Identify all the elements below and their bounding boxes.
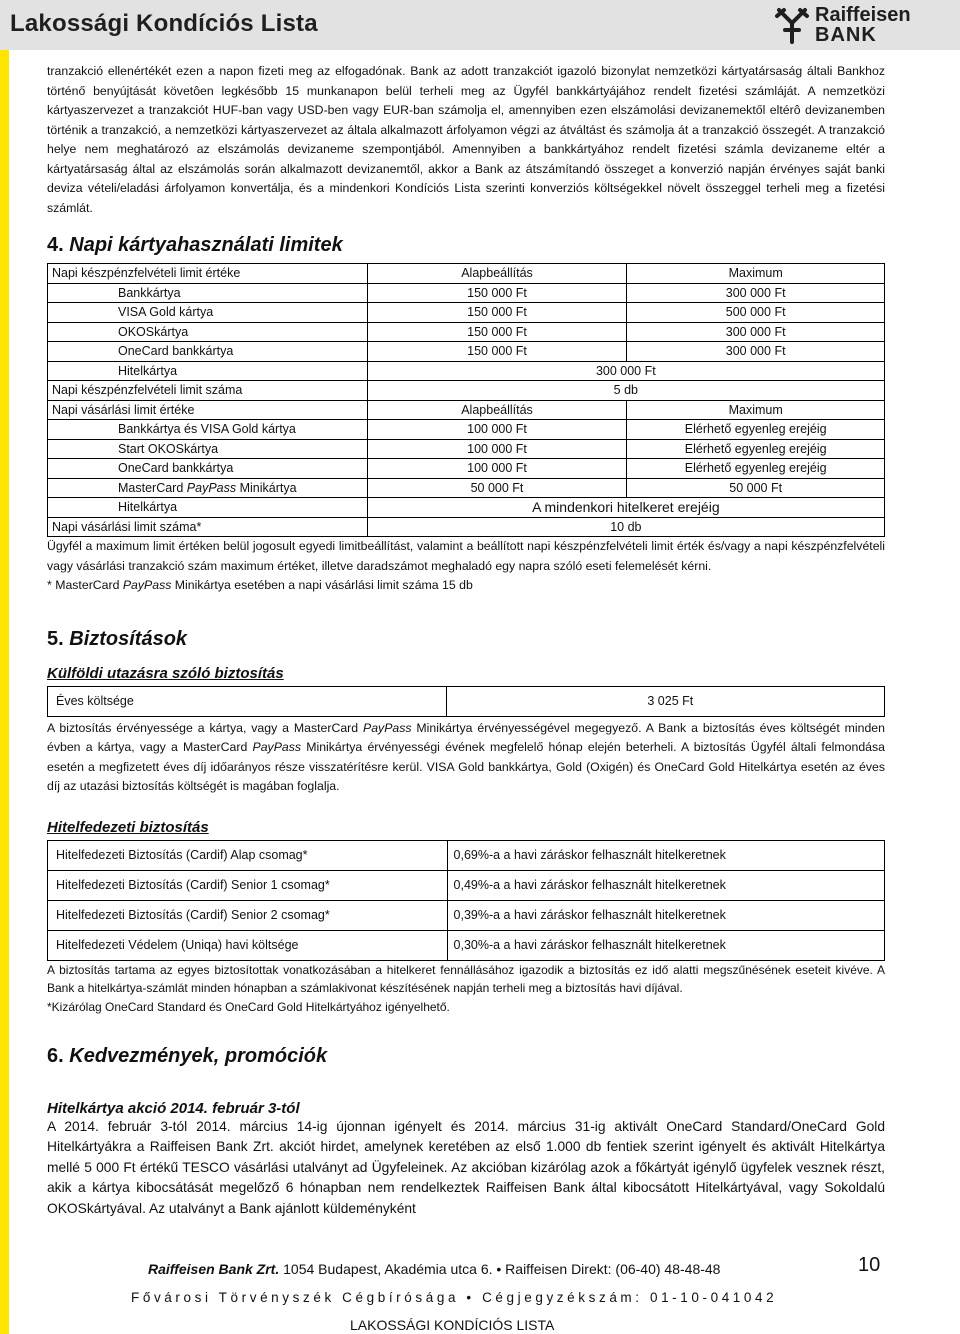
credit-insurance-text: A biztosítás tartama az egyes biztosítottak vonatkozásában a hitelkeret fennállásához igazodik a biztosítás ez idő alatti megszűnésének eseteit kivéve. A Bank a hitelkártya-számlát minden hónapban a számlakivonat készítésének napján terheli meg a biztosítás havi díjával. [47,962,885,996]
insurance-product-name: Hitelfedezeti Biztosítás (Cardif) Senior 2 csomag* [48,900,448,930]
page-content [47,62,885,1219]
promo-text: A 2014. február 3-tól 2014. március 14-ig újonnan igényelt és 2014. március 31-ig aktivált OneCard Standard/OneCard Gold Hitelkártyákra a Raiffeisen Bank Zrt. akciót hirdet, amelynek keretében az első 1.000 db fentiek szerint igényelt és aktivált Hitelkártya mellé 5 000 Ft értékű TESCO vásárlási utalványt ad Ügyfeleinek. Az akcióban kizárólag azok a főkártyát igénylő ügyfelek vesznek részt, akik a kártya kibocsátását megelőző 6 hónapban nem rendelkeztek Raiffeisen Bank által kibocsátott Hitelkártyával, vagy Sokoldalú OKOSkártyával. Az utalványt a Bank ajánlott küldeményként [47,1118,885,1216]
table-row [48,322,885,342]
travel-insurance-heading: Külföldi utazásra szóló biztosítás [47,664,284,682]
insurance-product-name: Hitelfedezeti Biztosítás (Cardif) Senior 1 csomag* [48,870,448,900]
credit-insurance-note: *Kizárólag OneCard Standard és OneCard Gold Hitelkártyához igényelhető. [47,1000,450,1015]
limit-col-default: Alapbeállítás [367,264,627,284]
insurance-fee: 0,49%-a a havi záráskor felhasznált hitelkeretnek [447,870,884,900]
promo-title: Hitelkártya akció 2014. február 3-tól [47,1099,300,1117]
intro-text-1: tranzakció ellenértékét ezen a napon fizeti meg az elfogadónak. Bank az adott tranzakciót igazoló bizonylat nemzetközi kártyatársaság általi Bankhoz történő benyújtását követôen legkésőbb 15 munkanapon belül terheli meg az Ügyfél bankkártyájához rendelt fizetési számláját. [47,64,885,98]
limit-card-name: OneCard bankkártya [48,342,368,362]
page-header [0,0,960,50]
page-number: 10 [858,1254,881,1276]
limit-default-value: 100 000 Ft [367,459,627,479]
limit-max-value: 500 000 Ft [627,303,885,323]
raiffeisen-gable-cross-icon [775,6,809,44]
limit-card-name: Hitelkártya [48,498,368,518]
footer-address-text: 1054 Budapest, Akadémia utca 6. • Raiffeisen Direkt: (06-40) 48-48-48 [279,1261,721,1277]
limit-col-default: Alapbeállítás [367,400,627,420]
credit-insurance-heading: Hitelfedezeti biztosítás [47,818,209,836]
table-row [48,381,885,401]
table-row [48,870,885,900]
table-row [48,478,885,498]
limit-card-name: Start OKOSkártya [48,439,368,459]
section-5-number: 5. [47,627,64,650]
footer-address [148,1261,720,1277]
intro-text-2: A nemzetközi kártyaszervezet a tranzakciót HUF-ban vagy USD-ben vagy EUR-ban számolja el, amennyiben ezen elszámolási devizanemektől eltérô devizanemben történik a tranzakció, a nemzetközi kártyaszervezet az általa alkalmazott árfolyamon végzi az átváltást és számolja át a tranzakció összegét. A tranzakció helye nem meghatározó az elszámolás devizaneme szempontjából. [47,83,885,156]
footer-brand: Raiffeisen Bank Zrt. [148,1261,280,1277]
limit-card-name: OneCard bankkártya [48,459,368,479]
table-row [48,517,885,537]
credit-insurance-table [47,840,885,961]
insurance-product-name: Hitelfedezeti Biztosítás (Cardif) Alap csomag* [48,840,448,870]
limit-max-value: Elérhető egyenleg erejéig [627,439,885,459]
limit-default-value: 150 000 Ft [367,283,627,303]
footer-registry: Fővárosi Törvényszék Cégbírósága • Cégjegyzékszám: 01-10-041042 [131,1290,778,1305]
table-row [48,900,885,930]
header-title: Lakossági Kondíciós Lista [10,10,318,37]
minikartya-note: * MasterCard PayPass Minikártya esetében a napi vásárlási limit száma 15 db [47,578,473,592]
intro-paragraph [47,62,885,218]
limit-default-value: 150 000 Ft [367,303,627,323]
section-6-title: Kedvezmények, promóciók [69,1044,328,1067]
travel-insurance-text: A biztosítás érvényessége a kártya, vagy a MasterCard PayPass Minikártya érvényességével megegyező. A Bank a biztosítás éves költségét minden évben a kártya, vagy a MasterCard PayPass Minikártya érvényességi évének megfelelő hónap elején beterheli. A biztosítás Ügyfél általi felmondása esetén a megfizetett éves díj időarányos része visszatérítésre kerül. VISA Gold bankkártya, Gold (Oxigén) és OneCard Gold Hitelkártya esetén az éves díj az utazási biztosítás költségét is magában foglalja. [47,720,885,793]
limit-card-name: Bankkártya és VISA Gold kártya [48,420,368,440]
limit-category-label: Napi készpénzfelvételi limit értéke [48,264,368,284]
table-row [48,686,885,716]
limit-max-value: 300 000 Ft [627,283,885,303]
insurance-fee: 0,30%-a a havi záráskor felhasznált hitelkeretnek [447,930,884,960]
limits-note: Ügyfél a maximum limit értéken belül jogosult egyedi limitbeállítást, valamint a beállított napi készpénzfelvételi limit érték és/vagy a napi készpénzfelvételi vagy vásárlási tranzakció szám maximum értéket, illetve daradszámot meghaladó egy napra szóló eseti felemelését kérni. [47,539,885,573]
table-row [48,400,885,420]
limit-max-value: Elérhető egyenleg erejéig [627,459,885,479]
limit-card-name: OKOSkártya [48,322,368,342]
side-accent-bar [0,0,9,1334]
limit-card-name: MasterCard PayPass Minikártya [48,478,368,498]
travel-insurance-table [47,686,885,717]
limit-col-max: Maximum [627,400,885,420]
logo-word-bank: BANK [815,24,877,46]
limit-value: A mindenkori hitelkeret erejéig [367,498,884,518]
insurance-fee: 0,69%-a a havi záráskor felhasznált hitelkeretnek [447,840,884,870]
limit-default-value: 150 000 Ft [367,322,627,342]
section-6-heading [47,1045,885,1068]
limit-count-value: 10 db [367,517,884,537]
section-5-heading [47,628,885,651]
limit-count-value: 5 db [367,381,884,401]
limit-card-name: Hitelkártya [48,361,368,381]
limit-value: 300 000 Ft [367,361,884,381]
limit-card-name: Bankkártya [48,283,368,303]
section-4-heading [47,234,885,257]
limit-default-value: 50 000 Ft [367,478,627,498]
table-row [48,498,885,518]
travel-cost-label: Éves költsége [48,686,447,716]
table-row [48,439,885,459]
limit-max-value: Elérhető egyenleg erejéig [627,420,885,440]
table-row [48,342,885,362]
limit-max-value: 50 000 Ft [627,478,885,498]
table-row [48,840,885,870]
limit-default-value: 150 000 Ft [367,342,627,362]
insurance-product-name: Hitelfedezeti Védelem (Uniqa) havi költsége [48,930,448,960]
limit-max-value: 300 000 Ft [627,342,885,362]
travel-cost-value: 3 025 Ft [447,686,885,716]
limit-card-name: VISA Gold kártya [48,303,368,323]
section-4-title: Napi kártyahasználati limitek [69,234,343,256]
section-6-number: 6. [47,1044,64,1067]
table-row [48,420,885,440]
table-row [48,459,885,479]
limit-category-label: Napi készpénzfelvételi limit száma [48,381,368,401]
table-row [48,303,885,323]
limit-col-max: Maximum [627,264,885,284]
card-limits-table [47,263,885,537]
limit-max-value: 300 000 Ft [627,322,885,342]
limit-default-value: 100 000 Ft [367,439,627,459]
table-row [48,283,885,303]
table-row [48,264,885,284]
footer-doc-title: LAKOSSÁGI KONDÍCIÓS LISTA [350,1317,555,1333]
limit-default-value: 100 000 Ft [367,420,627,440]
section-5-title: Biztosítások [69,627,188,650]
limit-category-label: Napi vásárlási limit értéke [48,400,368,420]
insurance-fee: 0,39%-a a havi záráskor felhasznált hitelkeretnek [447,900,884,930]
table-row [48,930,885,960]
raiffeisen-logo [775,4,955,46]
limit-category-label: Napi vásárlási limit száma* [48,517,368,537]
table-row [48,361,885,381]
logo-word-raiffeisen: Raiffeisen [815,4,911,26]
section-4-number: 4. [47,234,64,256]
intro-text-3: Amennyiben a bankkártyához rendelt fizetési számla devizaneme eltér a kártyatársaság által az elszámolás során alkalmazott devizanemtől, akkor a Bank az átszámítandó összeget a konverzió napján érvényes saját banki deviza vételi/eladási árfolyamon konvertálja, és a mindenkori Kondíciós Lista szerinti konverziós költségekkel növelt összeggel terheli meg a fizetési számlát. [47,142,885,215]
